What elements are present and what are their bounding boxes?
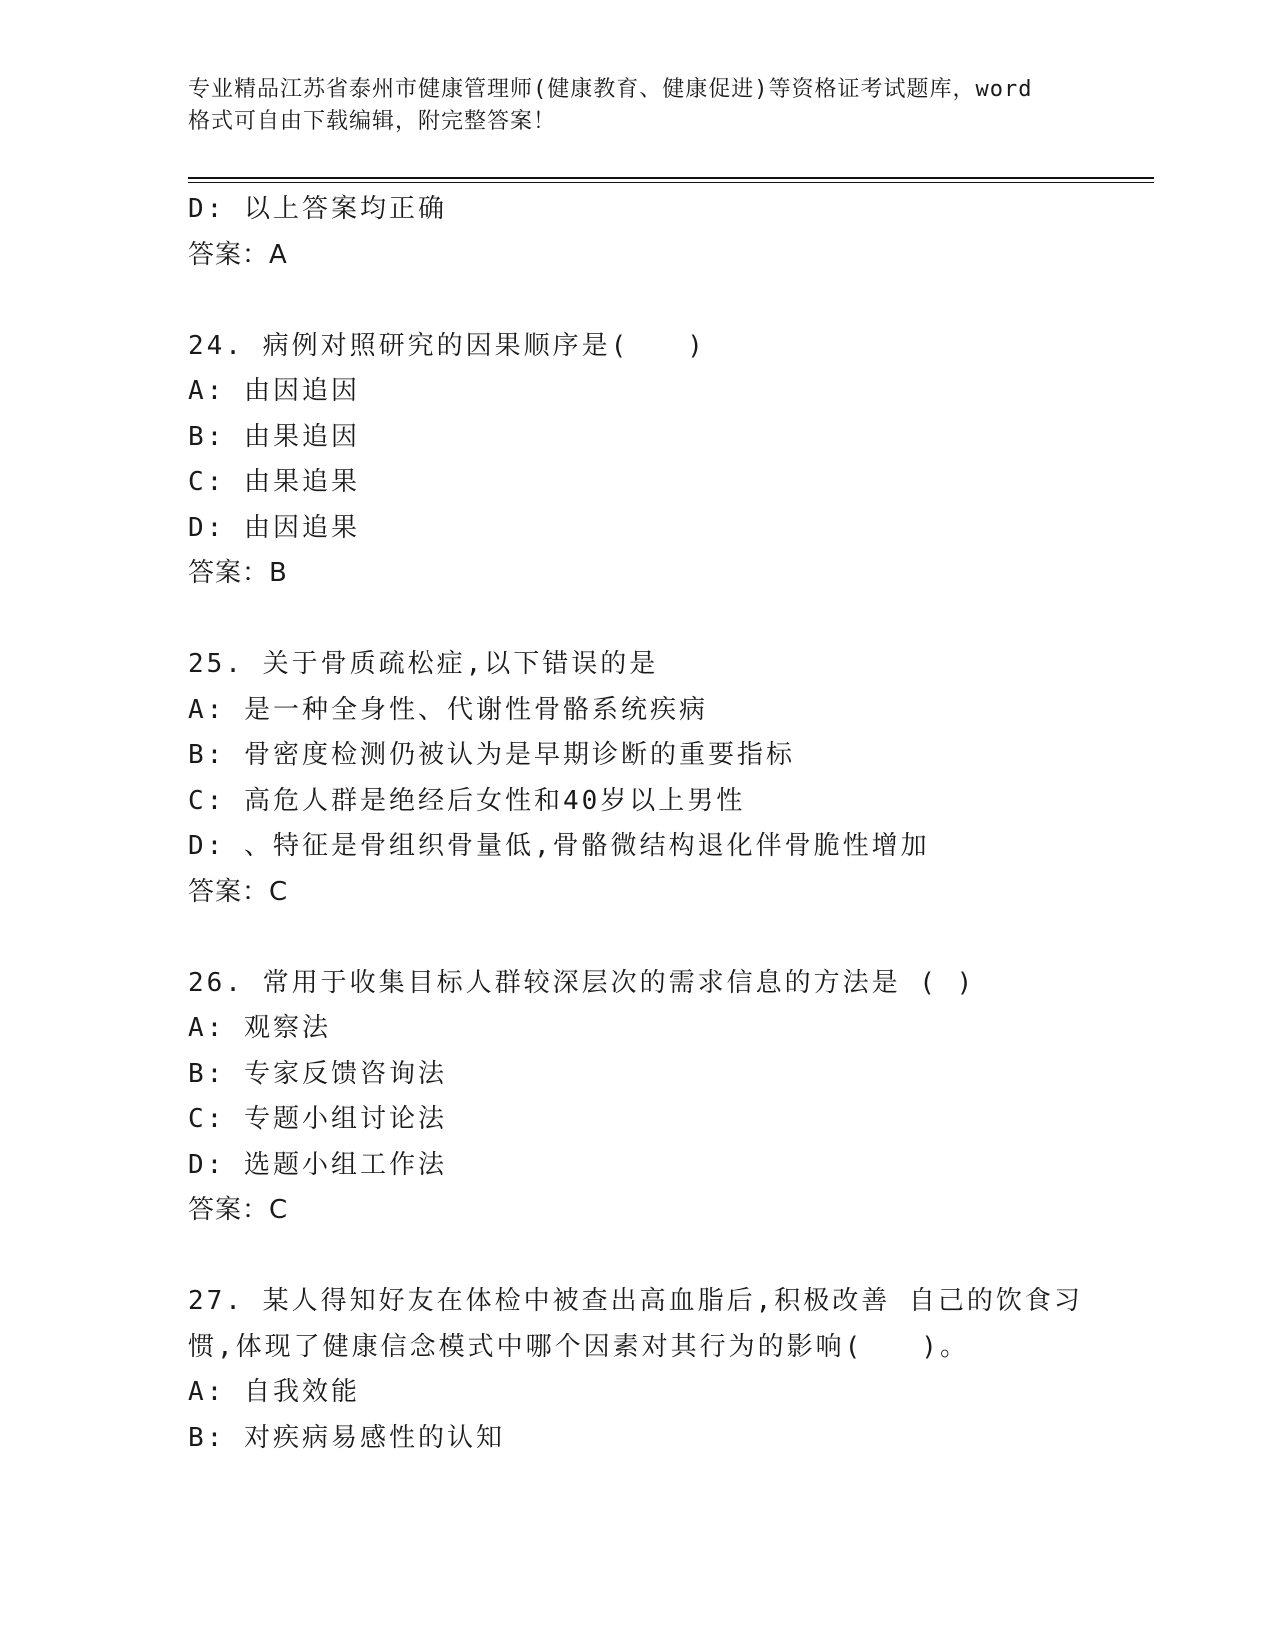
option-d: D: 由因追果	[188, 512, 360, 543]
option-a: A: 是一种全身性、代谢性骨骼系统疾病	[188, 694, 708, 725]
question-26	[188, 961, 1148, 1234]
option-b: B: 专家反馈咨询法	[188, 1058, 447, 1089]
question-stem-line-2: 惯,体现了健康信念模式中哪个因素对其行为的影响( )。	[188, 1331, 969, 1362]
spacer	[188, 1234, 1148, 1280]
answer-line: 答案：C	[188, 876, 289, 907]
option-d: D: 以上答案均正确	[188, 194, 447, 224]
option-a: A: 自我效能	[188, 1377, 360, 1407]
answer-line: 答案：C	[188, 1195, 289, 1225]
spacer	[188, 597, 1148, 643]
answer-line: 答案：A	[188, 239, 288, 270]
option-d: D: 选题小组工作法	[188, 1149, 447, 1180]
question-content	[188, 187, 1148, 1461]
question-stem: 25. 关于骨质疏松症,以下错误的是	[188, 649, 659, 679]
header-line-1: 专业精品江苏省泰州市健康管理师(健康教育、健康促进)等资格证考试题库，word	[188, 77, 1033, 102]
question-stem: 26. 常用于收集目标人群较深层次的需求信息的方法是 ( )	[188, 967, 976, 998]
header-rule-thin	[188, 182, 1154, 183]
option-c: C: 专题小组讨论法	[188, 1104, 447, 1134]
question-24	[188, 324, 1148, 597]
question-27	[188, 1279, 1148, 1461]
option-b: B: 骨密度检测仍被认为是早期诊断的重要指标	[188, 740, 795, 770]
question-stem: 24. 病例对照研究的因果顺序是( )	[188, 330, 706, 361]
option-a: A: 观察法	[188, 1013, 331, 1043]
page-header	[188, 74, 1088, 138]
option-c: C: 高危人群是绝经后女性和40岁以上男性	[188, 785, 746, 816]
question-stem-line-1: 27. 某人得知好友在体检中被查出高血脂后,积极改善 自己的饮食习	[188, 1286, 1083, 1316]
spacer	[188, 278, 1148, 324]
answer-line: 答案：B	[188, 558, 288, 588]
question-25	[188, 642, 1148, 915]
header-rule-thick	[188, 177, 1154, 179]
option-b: B: 由果追因	[188, 421, 360, 452]
spacer	[188, 915, 1148, 961]
option-c: C: 由果追果	[188, 467, 360, 497]
header-line-2: 格式可自由下载编辑，附完整答案！	[188, 109, 557, 134]
option-b: B: 对疾病易感性的认知	[188, 1422, 505, 1453]
prev-question-tail	[188, 187, 1148, 278]
option-a: A: 由因追因	[188, 376, 360, 406]
option-d: D: 、特征是骨组织骨量低,骨骼微结构退化伴骨脆性增加	[188, 831, 930, 861]
